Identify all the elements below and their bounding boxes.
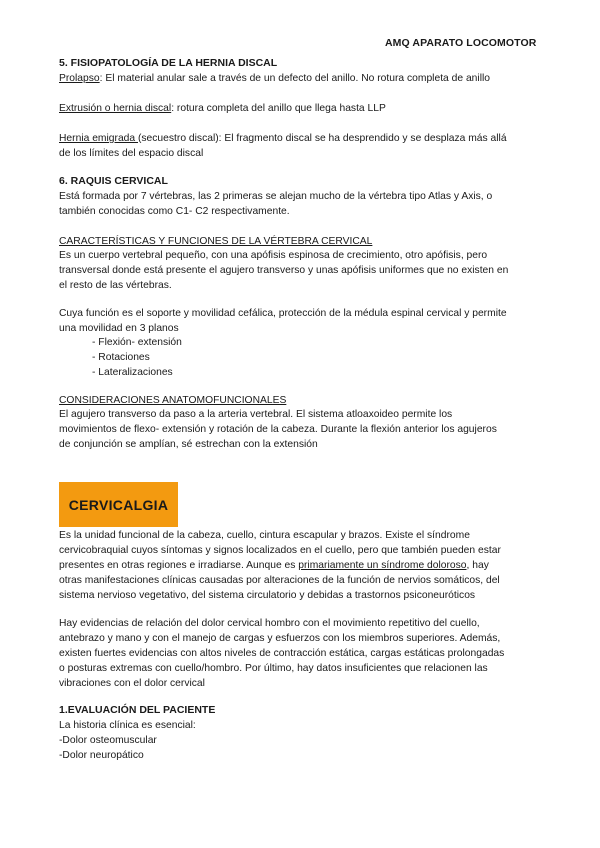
list-item: -Dolor osteomuscular [59,735,157,746]
emigrada-text-2: de los límites del espacio discal [59,148,204,159]
consideraciones-heading: CONSIDERACIONES ANATOMOFUNCIONALES [59,395,287,406]
cerv-p2-line-4: o posturas extremas con cuello/hombro. Por último, hay datos insuficientes que relacionen las [59,663,488,674]
cerv-p1-line-3-a: presentes en otras regiones e irradiarse. Aunque es [59,560,299,571]
evaluacion-heading: 1.EVALUACIÓN DEL PACIENTE [59,704,216,716]
raquis-intro-paragraph [59,189,492,219]
cerv-p1-line-5: sistema nervioso vegetativo, del sistema circulatorio y debidas a trastornos psiconeuróticos [59,590,476,601]
section-5-heading: 5. FISIOPATOLOGÍA DE LA HERNIA DISCAL [59,57,278,69]
caracteristicas-heading: CARACTERÍSTICAS Y FUNCIONES DE LA VÉRTEBRA CERVICAL [59,236,373,247]
hernia-emigrada-paragraph [59,131,549,161]
extrusion-paragraph [59,101,386,116]
list-item: - Rotaciones [92,352,150,363]
caracteristicas-paragraph [59,248,508,293]
cervicalgia-paragraph-2 [59,616,504,691]
func-line-1: Cuya función es el soporte y movilidad cefálica, protección de la médula espinal cervical y permite [59,308,507,319]
page-header-title: AMQ APARATO LOCOMOTOR [385,37,537,49]
cervicalgia-banner-title: CERVICALGIA [68,496,169,513]
raquis-intro-line-1: Está formada por 7 vértebras, las 2 primeras se alejan mucho de la vértebra tipo Atlas y Axis, o [59,191,493,202]
evaluacion-paragraph [59,718,196,763]
cerv-p1-line-3-b: , hay [466,560,489,571]
cerv-p1-line-1: Es la unidad funcional de la cabeza, cuello, cintura escapular y brazos. Existe el síndrome [59,530,470,541]
section-6-heading: 6. RAQUIS CERVICAL [59,175,168,187]
cerv-p2-line-3: existen fuertes evidencias con altos niveles de contracción estática, cargas estáticas prolongadas [59,648,505,659]
consid-line-3: de conjunción se amplían, sé estrechan con la extensión [59,439,318,450]
consideraciones-paragraph [59,407,497,452]
list-item: -Dolor neuropático [59,750,144,761]
cerv-p1-line-4: otras manifestaciones clínicas causadas por alteraciones de la función de nervios somáticos, del [59,575,500,586]
caract-line-2: transversal donde está presente el agujero transverso y unas apófisis uniformes que no existen en [59,265,509,276]
emigrada-text-1: (secuestro discal): El fragmento discal se ha desprendido y se desplaza más allá [137,133,507,144]
prolapso-paragraph [59,71,490,86]
extrusion-term: Extrusión o hernia discal [59,103,172,114]
caract-line-1: Es un cuerpo vertebral pequeño, con una apófisis espinosa de crecimiento, otro apófisis, pero [59,250,488,261]
list-item: - Lateralizaciones [92,367,173,378]
consid-line-1: El agujero transverso da paso a la arteria vertebral. El sistema atloaxoideo permite los [59,409,453,420]
cervicalgia-paragraph-1 [59,528,501,603]
prolapso-term: Prolapso [59,73,100,84]
cervicalgia-banner [59,482,178,527]
consid-line-2: movimientos de flexo- extensión y rotación de la cabeza. Durante la flexión anterior los agujeros [59,424,497,435]
caract-line-3: el resto de las vértebras. [59,280,172,291]
planos-list [92,335,182,380]
cerv-p1-line-3 [59,558,501,573]
cerv-p2-line-5: vibraciones con el dolor cervical [59,678,205,689]
extrusion-text: : rotura completa del anillo que llega hasta LLP [171,103,386,114]
cerv-p2-line-1: Hay evidencias de relación del dolor cervical hombro con el movimiento repetitivo del cuello, [59,618,480,629]
funcion-paragraph [59,306,507,336]
cerv-p1-line-2: cervicobraquial cuyos síntomas y signos localizados en el cuello, pero que también pueden estar [59,545,501,556]
cerv-p1-underlined: primariamente un síndrome doloroso [298,560,467,571]
list-item: - Flexión- extensión [92,337,182,348]
raquis-intro-line-2: también conocidas como C1- C2 respectivamente. [59,206,290,217]
emigrada-term: Hernia emigrada [59,133,138,144]
func-line-2: una movilidad en 3 planos [59,323,179,334]
eval-line-1: La historia clínica es esencial: [59,720,196,731]
cerv-p2-line-2: antebrazo y mano y con el manejo de cargas y esfuerzos con los miembros superiores. Además, [59,633,501,644]
prolapso-text: : El material anular sale a través de un defecto del anillo. No rotura completa de anillo [99,73,490,84]
